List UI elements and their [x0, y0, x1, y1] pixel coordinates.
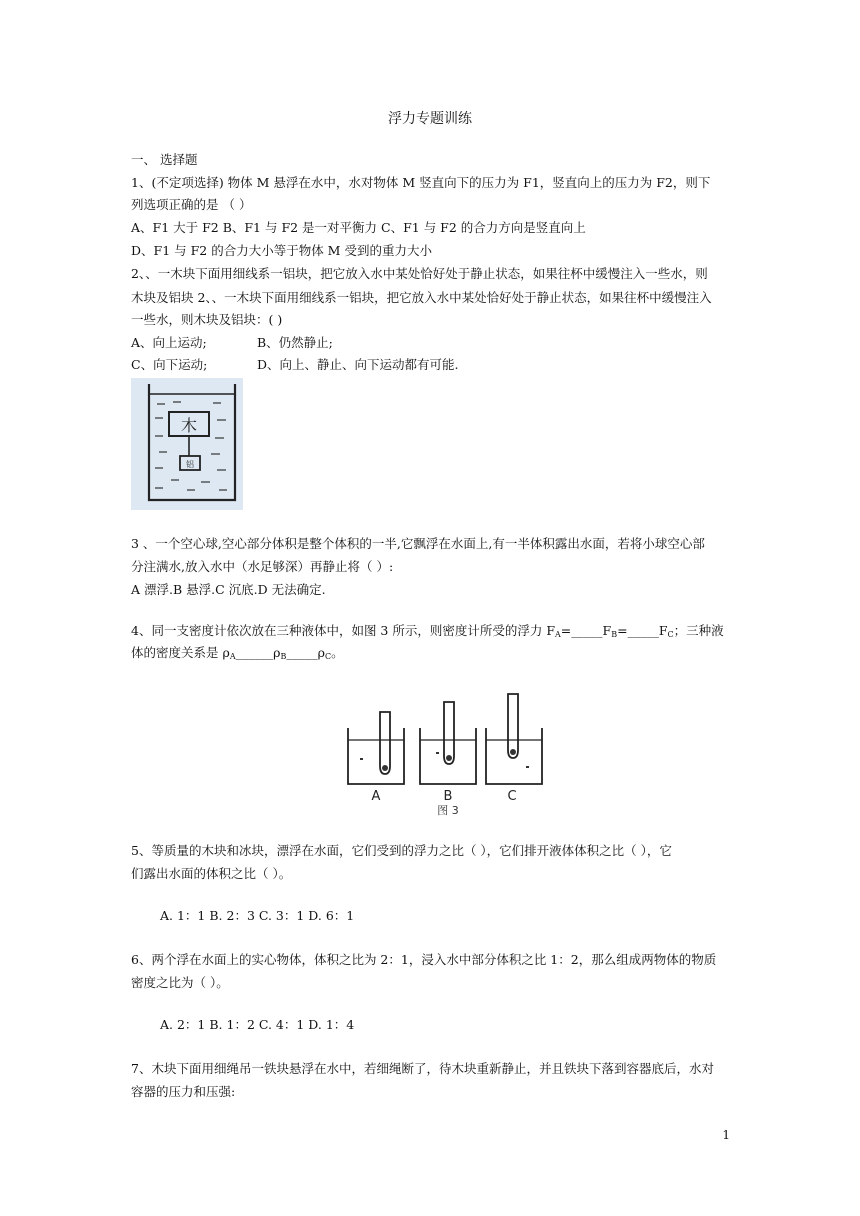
section-heading: 一、 选择题 [131, 152, 198, 167]
q2-line3: 一些水，则木块及铝块：( ) [131, 312, 283, 327]
page-title: 浮力专题训练 [388, 111, 472, 127]
q6-line2: 密度之比为（ ）。 [131, 975, 229, 990]
q7-line1: 7、木块下面用细绳吊一铁块悬浮在水中，若细绳断了，待木块重新静止，并且铁块下落到容器底后，水对 [131, 1061, 714, 1076]
hydrometer-figure [340, 688, 548, 818]
q3-line1: 3 、一个空心球,空心部分体积是整个体积的一半,它飘浮在水面上,有一半体积露出水面，若将小球空心部 [131, 536, 705, 551]
q5-options: A. 1：1 B. 2：3 C. 3：1 D. 6：1 [160, 908, 355, 923]
q7-line2: 容器的压力和压强: [131, 1084, 236, 1099]
wood-aluminum-figure [131, 378, 243, 510]
figure-label-b: B [443, 789, 453, 804]
q2-option-b: B、仍然静止; [257, 335, 333, 350]
q2-option-c: C、向下运动; [131, 357, 208, 372]
page-number: 1 [722, 1128, 730, 1142]
q2-line1: 2、、一木块下面用细线系一铝块，把它放入水中某处恰好处于静止状态，如果往杯中缓慢注入一些水，则 [131, 266, 708, 281]
q1-line2: 列选项正确的是 （ ） [131, 197, 252, 212]
q5-line1: 5、等质量的木块和冰块，漂浮在水面，它们受到的浮力之比（ ），它们排开液体体积之比（ ），它 [131, 843, 672, 858]
aluminum-label: 铝 [186, 460, 194, 469]
figure-label-c: C [507, 789, 517, 804]
q2-option-d: D、向上、静止、向下运动都有可能. [257, 357, 459, 372]
q2-option-a: A、向上运动; [131, 335, 207, 350]
q5-line2: 们露出水面的体积之比（ ）。 [131, 866, 292, 881]
q3-line2: 分注满水,放入水中（水足够深）再静止将（ ）: [131, 559, 394, 574]
q3-line3: A 漂浮.B 悬浮.C 沉底.D 无法确定. [131, 582, 326, 597]
q2-line2: 木块及铝块 2、、一木块下面用细线系一铝块，把它放入水中某处恰好处于静止状态，如果往杯中缓慢注入 [131, 290, 712, 305]
figure-label-a: A [371, 789, 381, 804]
wood-label: 木 [180, 416, 198, 435]
q6-line1: 6、两个浮在水面上的实心物体，体积之比为 2：1，浸入水中部分体积之比 1：2，那么组成两物体的物质 [131, 952, 717, 967]
figure-caption: 图 3 [437, 804, 459, 817]
q6-options: A. 2：1 B. 1：2 C. 4：1 D. 1：4 [160, 1017, 355, 1032]
q1-options-line1: A、F1 大于 F2 B、F1 与 F2 是一对平衡力 C、F1 与 F2 的合力方向是竖直向上 [131, 220, 586, 235]
q1-options-line2: D、F1 与 F2 的合力大小等于物体 M 受到的重力大小 [131, 243, 432, 258]
q1-line1: 1、(不定项选择) 物体 M 悬浮在水中，水对物体 M 竖直向下的压力为 F1，竖直向上的压力为 F2，则下 [131, 175, 711, 190]
q4-line2: 体的密度关系是 $\rho_A\_\_\_\_\_\_\rho_B\_\_\_\_\_\rho_C$。 [131, 645, 344, 661]
q4-line1: 4、同一支密度计依次放在三种液体中，如图 3 所示，则密度计所受的浮力 $F_A=\_\_\_\_\_F_B=\_\_\_\_\_F_C$；三种液 [131, 623, 724, 639]
